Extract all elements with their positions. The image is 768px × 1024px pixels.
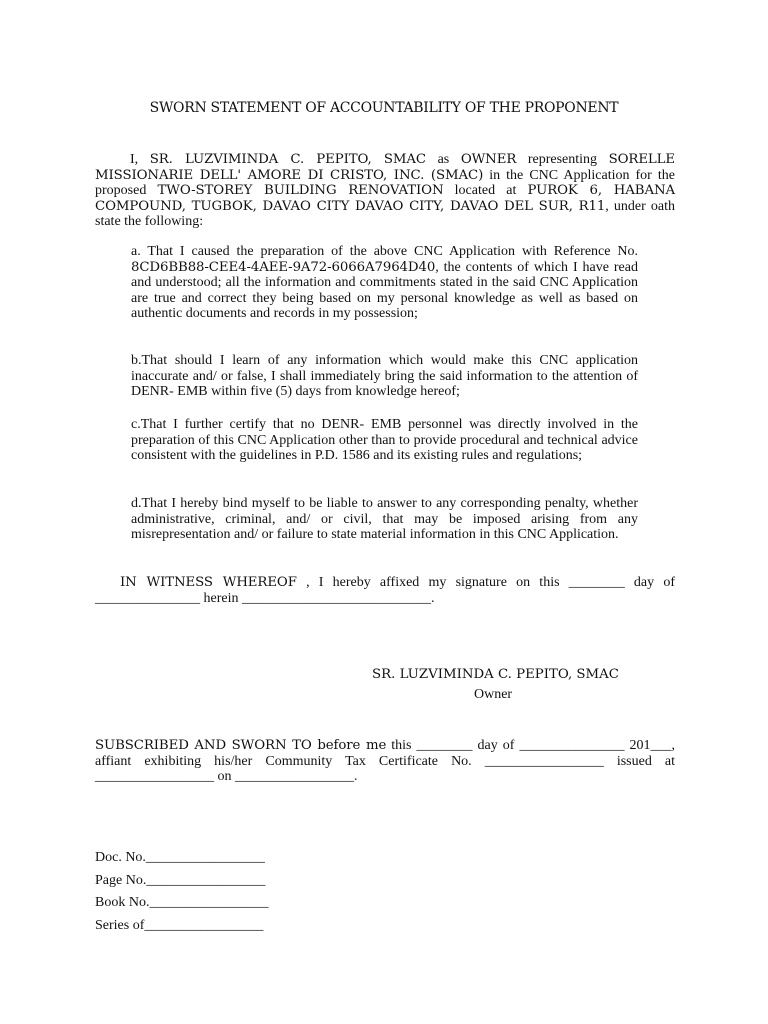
page-number-line: Page No._________________ <box>95 872 266 888</box>
reference-number: 8CD6BB88-CEE4-4AEE-9A72-6066A7964D40 <box>131 259 436 275</box>
intro-text-3: representing <box>516 152 609 167</box>
project-location: PUROK 6, HABANA COMPOUND, TUGBOK, DAVAO CITY DAVAO CITY, DAVAO DEL SUR, R11 <box>95 183 676 214</box>
affiant-role: OWNER <box>460 152 517 167</box>
witness-lead: IN WITNESS WHEREOF <box>120 575 297 590</box>
statement-item-a <box>131 244 638 322</box>
notarial-references <box>95 847 268 937</box>
subscribed-text: this ________ day of _______________ 201___, affiant exhibiting his/her Community Tax Certificate No. _________________ issued at _________________ on _________________. <box>95 738 676 784</box>
intro-text-6: , under oath state the following: <box>95 198 675 229</box>
subscribed-paragraph <box>95 738 675 785</box>
series-line: Series of_________________ <box>95 917 264 933</box>
book-number-line: Book No._________________ <box>95 895 269 910</box>
subscribed-lead: SUBSCRIBED AND SWORN TO before me <box>95 738 387 753</box>
organization-name: SORELLE MISSIONARIE DELL' AMORE DI CRISTO, INC. (SMAC) <box>95 152 675 183</box>
intro-text-2: as <box>425 152 461 167</box>
intro-paragraph <box>95 152 675 230</box>
witness-text: , I hereby affixed my signature on this ________ day of _______________ herein ___________________________. <box>95 575 675 606</box>
signatory-name: SR. LUZVIMINDA C. PEPITO, SMAC <box>372 667 619 682</box>
statement-item-b: b.That should I learn of any information which would make this CNC application inaccurate and/ or false, I shall immediately bring the said information to the attention of DENR- EMB within five (5) days from knowledge hereof; <box>131 353 638 399</box>
intro-text-1: I, <box>130 152 150 167</box>
affiant-name: SR. LUZVIMINDA C. PEPITO, SMAC <box>149 152 426 167</box>
item-a-text-1: a. That I caused the preparation of the above CNC Application with Reference No. <box>131 244 638 259</box>
intro-text-4: in the CNC Application for the proposed <box>95 167 676 198</box>
document-title: SWORN STATEMENT OF ACCOUNTABILITY OF THE PROPONENT <box>149 100 619 116</box>
doc-number-line: Doc. No._________________ <box>95 850 265 865</box>
item-a-text-2: , the contents of which I have read and understood; all the information and commitments stated in the said CNC Application are true and correct they being based on my personal knowledge as well as based on authentic documents and records in my possession; <box>131 259 638 321</box>
statement-item-c: c.That I further certify that no DENR- EMB personnel was directly involved in the preparation of this CNC Application other than to provide procedural and technical advice consistent with the guidelines in P.D. 1586 and its existing rules and regulations; <box>131 417 638 463</box>
statement-item-d: d.That I hereby bind myself to be liable to answer to any corresponding penalty, whether administrative, criminal, and/ or civil, that may be imposed arising from any misrepresentation and/ or failure to state material information in this CNC Application. <box>131 496 638 542</box>
witness-paragraph <box>95 575 675 606</box>
project-name: TWO-STOREY BUILDING RENOVATION <box>157 183 444 198</box>
intro-text-5: located at <box>443 183 528 198</box>
signatory-role: Owner <box>474 687 513 702</box>
